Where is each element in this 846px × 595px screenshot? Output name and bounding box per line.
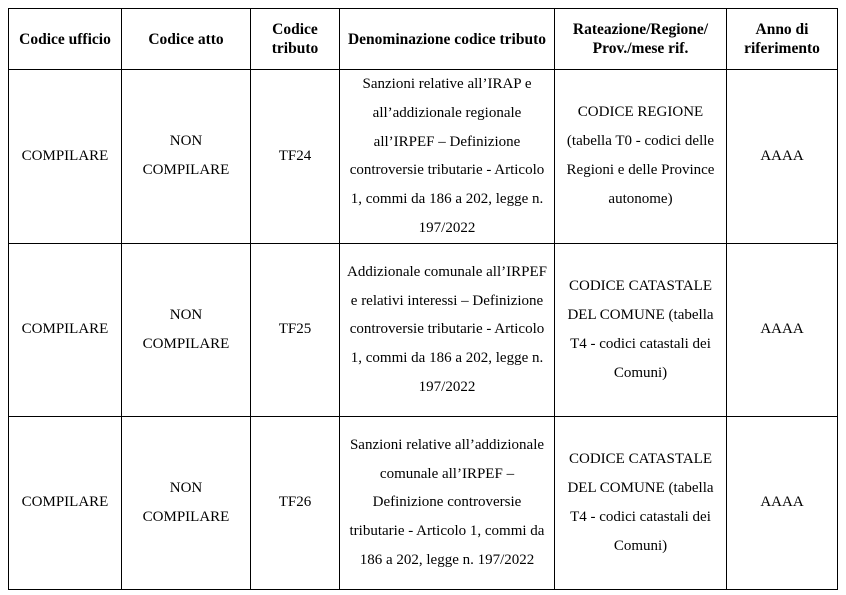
cell-denominazione: Addizionale comunale all’IRPEF e relativi interessi – Definizione controversie tributarie - Articolo 1, commi da 186 a 202, legge n. 197/2022 [340, 243, 555, 416]
cell-codice-atto: NON COMPILARE [122, 243, 251, 416]
header-denominazione: Denominazione codice tributo [340, 9, 555, 70]
header-codice-atto: Codice atto [122, 9, 251, 70]
header-rateazione: Rateazione/Regione/ Prov./mese rif. [555, 9, 727, 70]
cell-anno: AAAA [727, 416, 838, 589]
cell-codice-tributo: TF24 [251, 70, 340, 244]
cell-rateazione: CODICE CATASTALE DEL COMUNE (tabella T4 - codici catastali dei Comuni) [555, 243, 727, 416]
table-row [9, 70, 838, 244]
cell-codice-atto: NON COMPILARE [122, 416, 251, 589]
header-codice-ufficio: Codice ufficio [9, 9, 122, 70]
table-row [9, 243, 838, 416]
table-row [9, 416, 838, 589]
cell-rateazione: CODICE CATASTALE DEL COMUNE (tabella T4 - codici catastali dei Comuni) [555, 416, 727, 589]
header-row [9, 9, 838, 70]
cell-anno: AAAA [727, 70, 838, 244]
header-codice-tributo: Codice tributo [251, 9, 340, 70]
codici-tributo-table [8, 8, 838, 590]
header-anno: Anno di riferimento [727, 9, 838, 70]
cell-rateazione: CODICE REGIONE (tabella T0 - codici delle Regioni e delle Province autonome) [555, 70, 727, 244]
cell-denominazione: Sanzioni relative all’IRAP e all’addizionale regionale all’IRPEF – Definizione controversie tributarie - Articolo 1, commi da 186 a 202, legge n. 197/2022 [340, 70, 555, 244]
cell-codice-tributo: TF25 [251, 243, 340, 416]
cell-codice-ufficio: COMPILARE [9, 416, 122, 589]
cell-codice-ufficio: COMPILARE [9, 243, 122, 416]
cell-denominazione: Sanzioni relative all’addizionale comunale all’IRPEF – Definizione controversie tributarie - Articolo 1, commi da 186 a 202, legge n. 197/2022 [340, 416, 555, 589]
cell-codice-ufficio: COMPILARE [9, 70, 122, 244]
cell-codice-atto: NON COMPILARE [122, 70, 251, 244]
cell-codice-tributo: TF26 [251, 416, 340, 589]
cell-anno: AAAA [727, 243, 838, 416]
